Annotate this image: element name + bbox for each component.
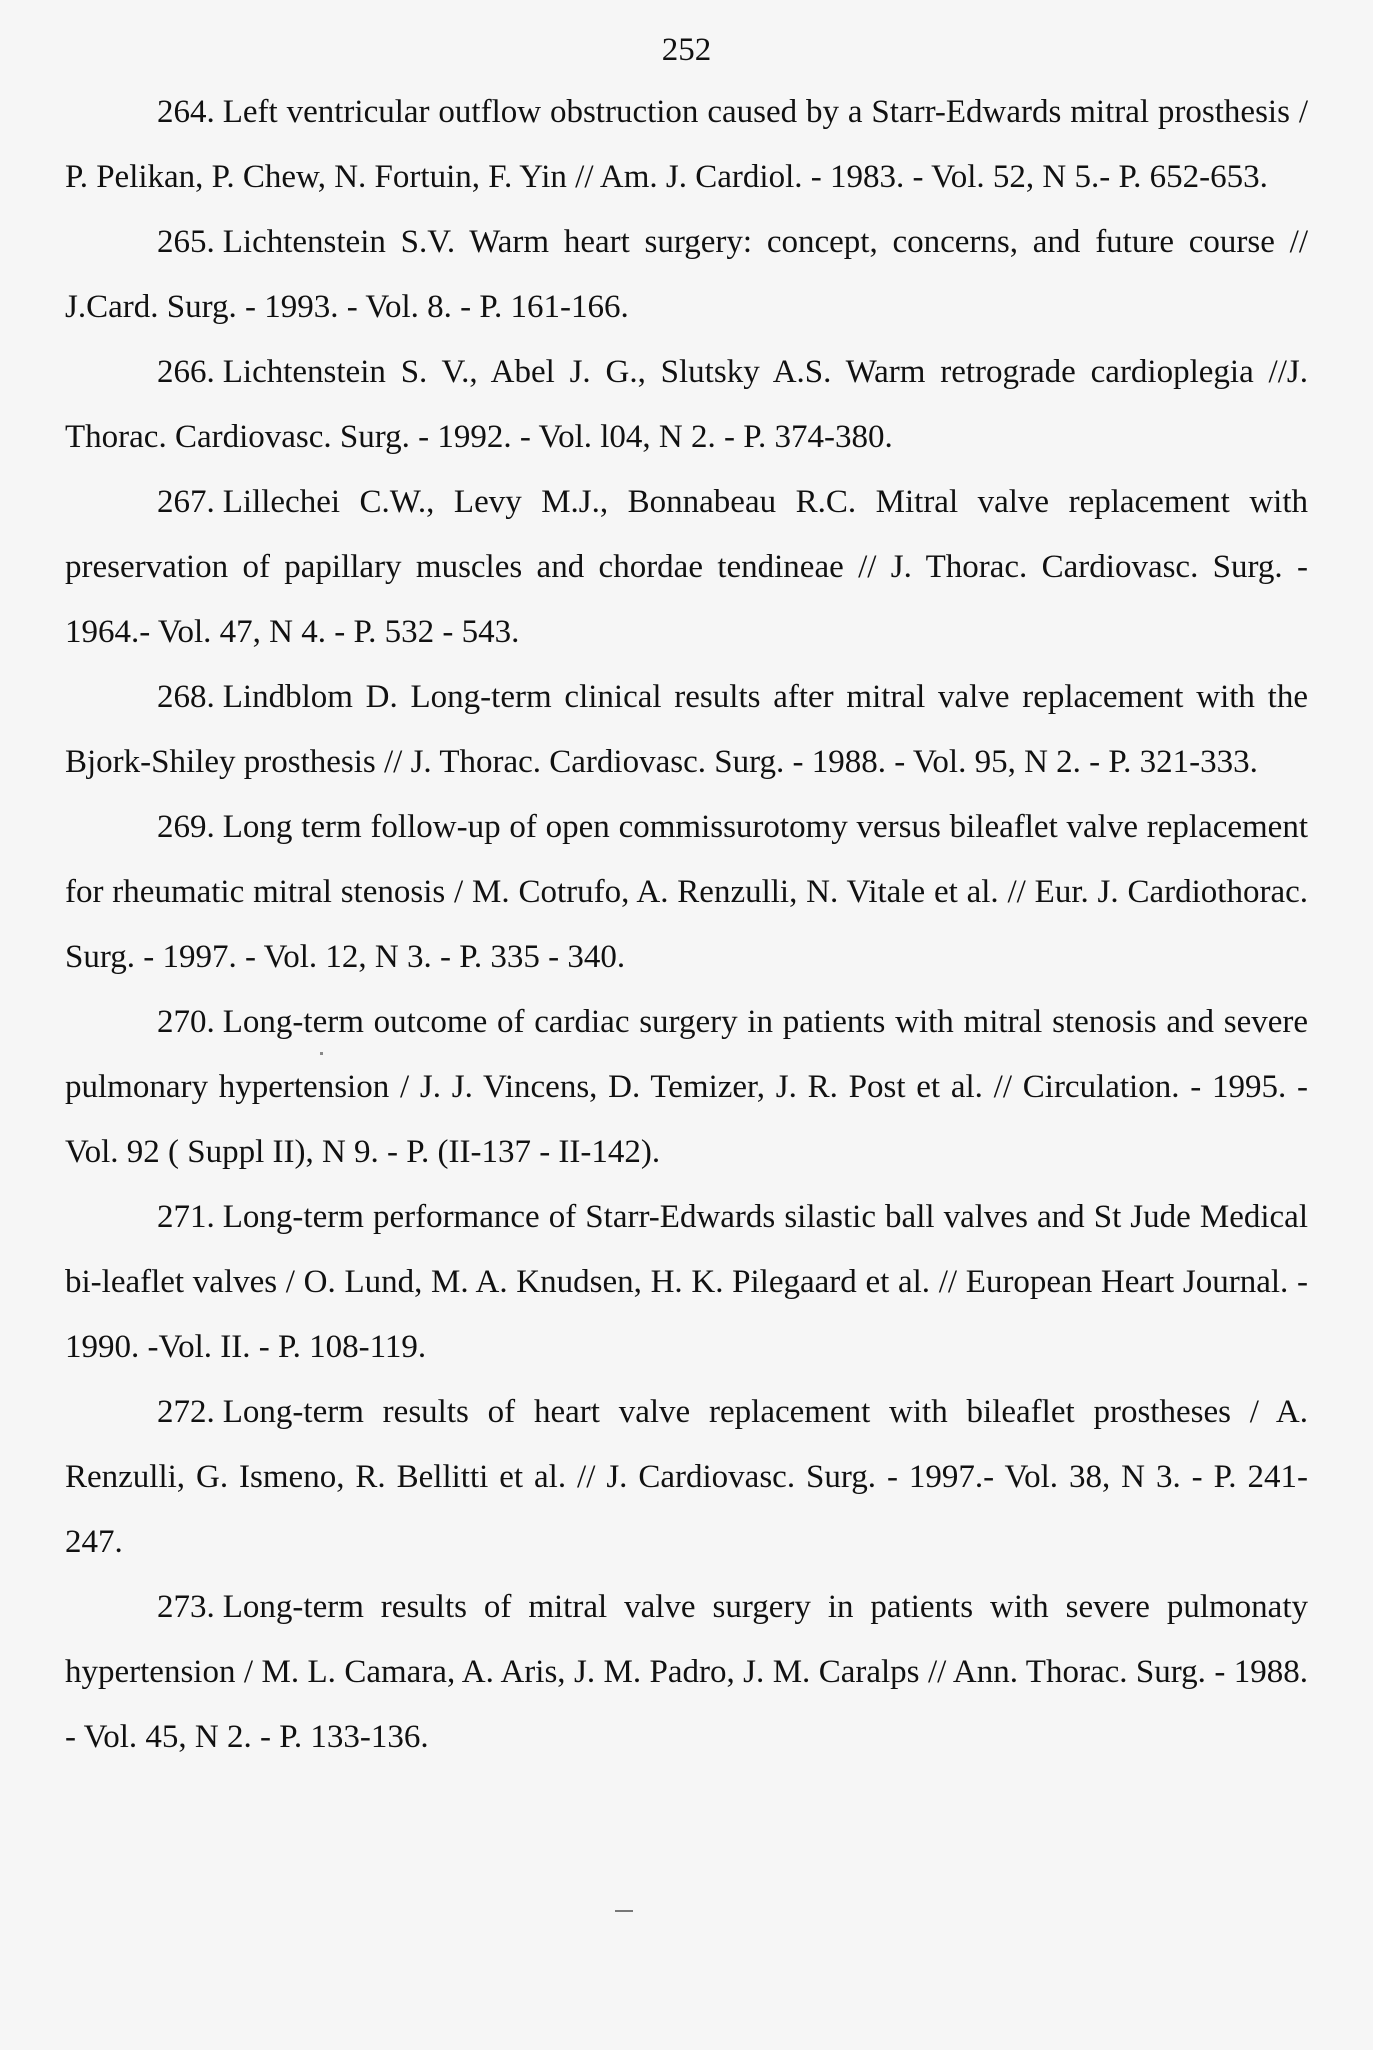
scan-speck <box>615 1910 633 1912</box>
reference-number: 269. <box>157 809 215 845</box>
reference-item <box>65 210 1308 340</box>
reference-item <box>65 1575 1308 1770</box>
reference-number: 270. <box>157 1004 215 1040</box>
reference-number: 267. <box>157 484 215 520</box>
reference-text: Lillechei C.W., Levy M.J., Bonnabeau R.C. Mitral valve replacement with preservation of papillary muscles and chordae tendineae // J. Thorac. Cardiovasc. Surg. - 1964.- Vol. 47, N 4. - P. 532 - 543. <box>65 484 1308 650</box>
reference-text: Long-term results of heart valve replacement with bileaflet prostheses / A. Renzulli, G. Ismeno, R. Bellitti et al. // J. Cardiovasc. Surg. - 1997.- Vol. 38, N 3. - P. 241-247. <box>65 1394 1308 1560</box>
reference-item <box>65 80 1308 210</box>
reference-item <box>65 1380 1308 1575</box>
reference-number: 264. <box>157 94 215 130</box>
reference-number: 271. <box>157 1199 215 1235</box>
reference-text: Lichtenstein S. V., Abel J. G., Slutsky A.S. Warm retrograde cardioplegia //J. Thorac. Cardiovasc. Surg. - 1992. - Vol. l04, N 2. - P. 374-380. <box>65 354 1308 455</box>
reference-item <box>65 470 1308 665</box>
reference-number: 266. <box>157 354 215 390</box>
reference-number: 265. <box>157 224 215 260</box>
reference-text: Long-term results of mitral valve surgery in patients with severe pulmonaty hypertension / M. L. Camara, A. Aris, J. M. Padro, J. M. Caralps // Ann. Thorac. Surg. - 1988. - Vol. 45, N 2. - P. 133-136. <box>65 1589 1308 1755</box>
reference-text: Long-term outcome of cardiac surgery in patients with mitral stenosis and severe pulmonary hypertension / J. J. Vincens, D. Temizer, J. R. Post et al. // Circulation. - 1995. - Vol. 92 ( Suppl II), N 9. - P. (II-137 - II-142). <box>65 1004 1308 1170</box>
reference-text: Lichtenstein S.V. Warm heart surgery: concept, concerns, and future course // J.Card. Surg. - 1993. - Vol. 8. - P. 161-166. <box>65 224 1308 325</box>
reference-text: Long-term performance of Starr-Edwards silastic ball valves and St Jude Medical bi-leaflet valves / O. Lund, M. A. Knudsen, H. K. Pilegaard et al. // European Heart Journal. - 1990. -Vol. II. - P. 108-119. <box>65 1199 1308 1365</box>
reference-item <box>65 340 1308 470</box>
reference-item <box>65 1185 1308 1380</box>
reference-number: 273. <box>157 1589 215 1625</box>
reference-text: Lindblom D. Long-term clinical results after mitral valve replacement with the Bjork-Shiley prosthesis // J. Thorac. Cardiovasc. Surg. - 1988. - Vol. 95, N 2. - P. 321-333. <box>65 679 1308 780</box>
reference-number: 272. <box>157 1394 215 1430</box>
reference-text: Long term follow-up of open commissurotomy versus bileaflet valve replacement for rheumatic mitral stenosis / M. Cotrufo, A. Renzulli, N. Vitale et al. // Eur. J. Cardiothorac. Surg. - 1997. - Vol. 12, N 3. - P. 335 - 340. <box>65 809 1308 975</box>
reference-item <box>65 990 1308 1185</box>
page-number: 252 <box>661 32 712 68</box>
reference-item <box>65 665 1308 795</box>
reference-list <box>65 80 1308 1770</box>
reference-number: 268. <box>157 679 215 715</box>
reference-item <box>65 795 1308 990</box>
reference-text: Left ventricular outflow obstruction caused by a Starr-Edwards mitral prosthesis / P. Pelikan, P. Chew, N. Fortuin, F. Yin // Am. J. Cardiol. - 1983. - Vol. 52, N 5.- P. 652-653. <box>65 94 1308 195</box>
